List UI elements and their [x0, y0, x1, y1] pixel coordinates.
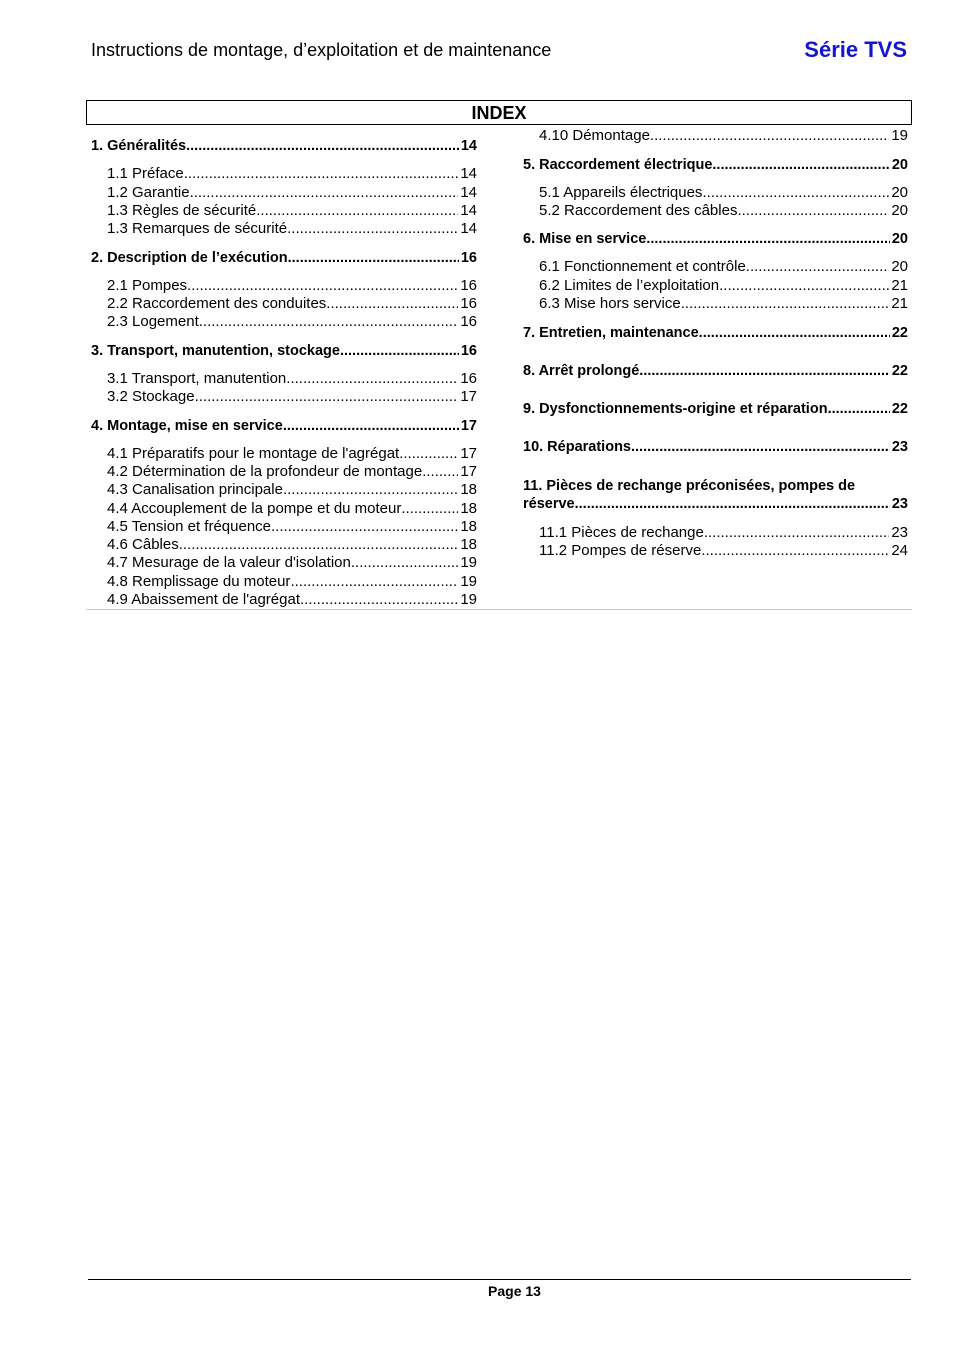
toc-section-7[interactable]: 7. Entretien, maintenance ..... 22 [523, 324, 908, 342]
toc-section-11[interactable] [523, 477, 908, 513]
index-box [86, 100, 912, 125]
series-title: Série TVS [804, 37, 907, 62]
toc-entry-6-2[interactable]: 6.2 Limites de l’exploitation ..... 21 [523, 277, 908, 295]
toc-section-11-line2: réserve ..... 23 [523, 495, 908, 513]
toc-entry-11-1[interactable]: 11.1 Pièces de rechange ..... 23 [523, 524, 908, 542]
toc-section-6[interactable]: 6. Mise en service ..... 20 [523, 230, 908, 248]
toc-entry-4-5[interactable]: 4.5 Tension et fréquence ..... 18 [91, 518, 477, 536]
toc-section-9[interactable]: 9. Dysfonctionnements-origine et réparation ..... 22 [523, 400, 908, 418]
toc-entry-4-7[interactable]: 4.7 Mesurage de la valeur d'isolation ..... 19 [91, 554, 477, 572]
footer [0, 1283, 954, 1299]
header-title: Instructions de montage, d’exploitation et de maintenance [91, 40, 552, 60]
toc-section-4[interactable]: 4. Montage, mise en service ..... 17 [91, 417, 477, 435]
toc-entry-3-2[interactable]: 3.2 Stockage ..... 17 [91, 388, 477, 406]
toc-section-8[interactable]: 8. Arrêt prolongé ..... 22 [523, 362, 908, 380]
toc-section-5[interactable]: 5. Raccordement électrique ..... 20 [523, 156, 908, 174]
toc-section-1[interactable]: 1. Généralités ..... 14 [91, 137, 477, 155]
toc-entry-4-4[interactable]: 4.4 Accouplement de la pompe et du moteur ..... 18 [91, 500, 477, 518]
toc-section-2[interactable]: 2. Description de l’exécution ..... 16 [91, 249, 477, 267]
toc-section-11-line1: 11. Pièces de rechange préconisées, pompes de [523, 478, 856, 494]
footer-rule [88, 1279, 911, 1280]
toc-entry-4-1[interactable]: 4.1 Préparatifs pour le montage de l'agrégat ..... 17 [91, 445, 477, 463]
toc-entry-2-2[interactable]: 2.2 Raccordement des conduites ..... 16 [91, 295, 477, 313]
toc-entry-5-1[interactable]: 5.1 Appareils électriques ..... 20 [523, 184, 908, 202]
toc-entry-6-1[interactable]: 6.1 Fonctionnement et contrôle ..... 20 [523, 258, 908, 276]
toc-entry-1-2[interactable]: 1.2 Garantie ..... 14 [91, 184, 477, 202]
toc-entry-4-6[interactable]: 4.6 Câbles ..... 18 [91, 536, 477, 554]
page-number: Page 13 [488, 1283, 541, 1299]
toc-entry-2-1[interactable]: 2.1 Pompes ..... 16 [91, 277, 477, 295]
toc-entry-6-3[interactable]: 6.3 Mise hors service ..... 21 [523, 295, 908, 313]
toc-entry-4-9[interactable]: 4.9 Abaissement de l'agrégat ..... 19 [91, 591, 477, 609]
toc-bottom-rule [86, 609, 912, 610]
toc-section-3[interactable]: 3. Transport, manutention, stockage ..... 16 [91, 342, 477, 360]
toc-entry-5-2[interactable]: 5.2 Raccordement des câbles ..... 20 [523, 202, 908, 220]
index-title: INDEX [471, 103, 527, 123]
toc-entry-4-2[interactable]: 4.2 Détermination de la profondeur de montage ..... 17 [91, 463, 477, 481]
toc-entry-4-10[interactable]: 4.10 Démontage ..... 19 [523, 127, 908, 145]
toc-entry-1-3b[interactable]: 1.3 Remarques de sécurité ..... 14 [91, 220, 477, 238]
toc-entry-1-1[interactable]: 1.1 Préface ..... 14 [91, 165, 477, 183]
toc-section-10[interactable]: 10. Réparations ..... 23 [523, 438, 908, 456]
toc-entry-4-8[interactable]: 4.8 Remplissage du moteur ..... 19 [91, 573, 477, 591]
toc-entry-4-3[interactable]: 4.3 Canalisation principale ..... 18 [91, 481, 477, 499]
toc-entry-1-3[interactable]: 1.3 Règles de sécurité ..... 14 [91, 202, 477, 220]
toc-entry-11-2[interactable]: 11.2 Pompes de réserve ..... 24 [523, 542, 908, 560]
toc-entry-3-1[interactable]: 3.1 Transport, manutention ..... 16 [91, 370, 477, 388]
toc-entry-2-3[interactable]: 2.3 Logement ..... 16 [91, 313, 477, 331]
